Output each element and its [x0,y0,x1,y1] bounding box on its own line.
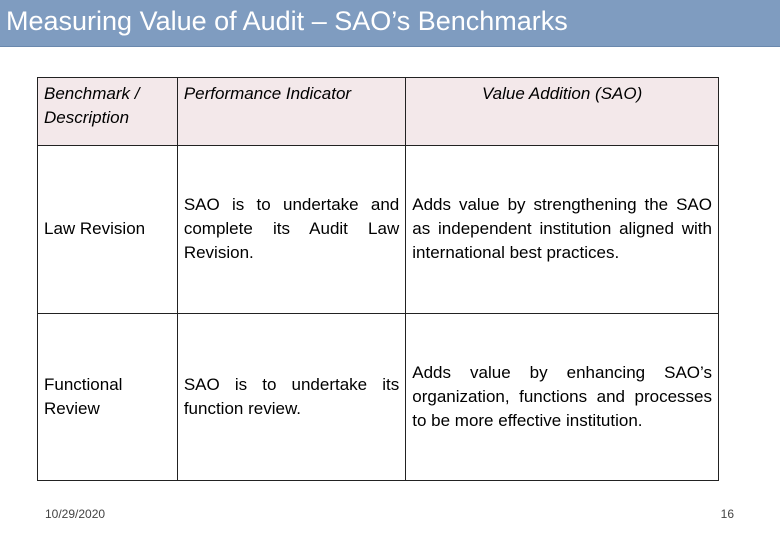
benchmark-table [37,77,719,481]
header-indicator: Performance Indicator [177,78,405,146]
table-row [38,313,719,480]
cell-benchmark: Functional Review [38,313,178,480]
footer-date: 10/29/2020 [45,507,106,521]
slide-title: Measuring Value of Audit – SAO’s Benchmarks [6,6,568,36]
title-bar [0,0,780,47]
cell-indicator: SAO is to undertake and complete its Audit Law Revision. [177,146,405,313]
page-number: 16 [720,507,734,521]
table-row [38,146,719,313]
cell-benchmark: Law Revision [38,146,178,313]
cell-value: Adds value by strengthening the SAO as independent institution aligned with international best practices. [406,146,719,313]
table-header-row [38,78,719,146]
cell-value: Adds value by enhancing SAO’s organization, functions and processes to be more effective institution. [406,313,719,480]
cell-indicator: SAO is to undertake its function review. [177,313,405,480]
header-benchmark: Benchmark / Description [38,78,178,146]
header-value: Value Addition (SAO) [406,78,719,146]
